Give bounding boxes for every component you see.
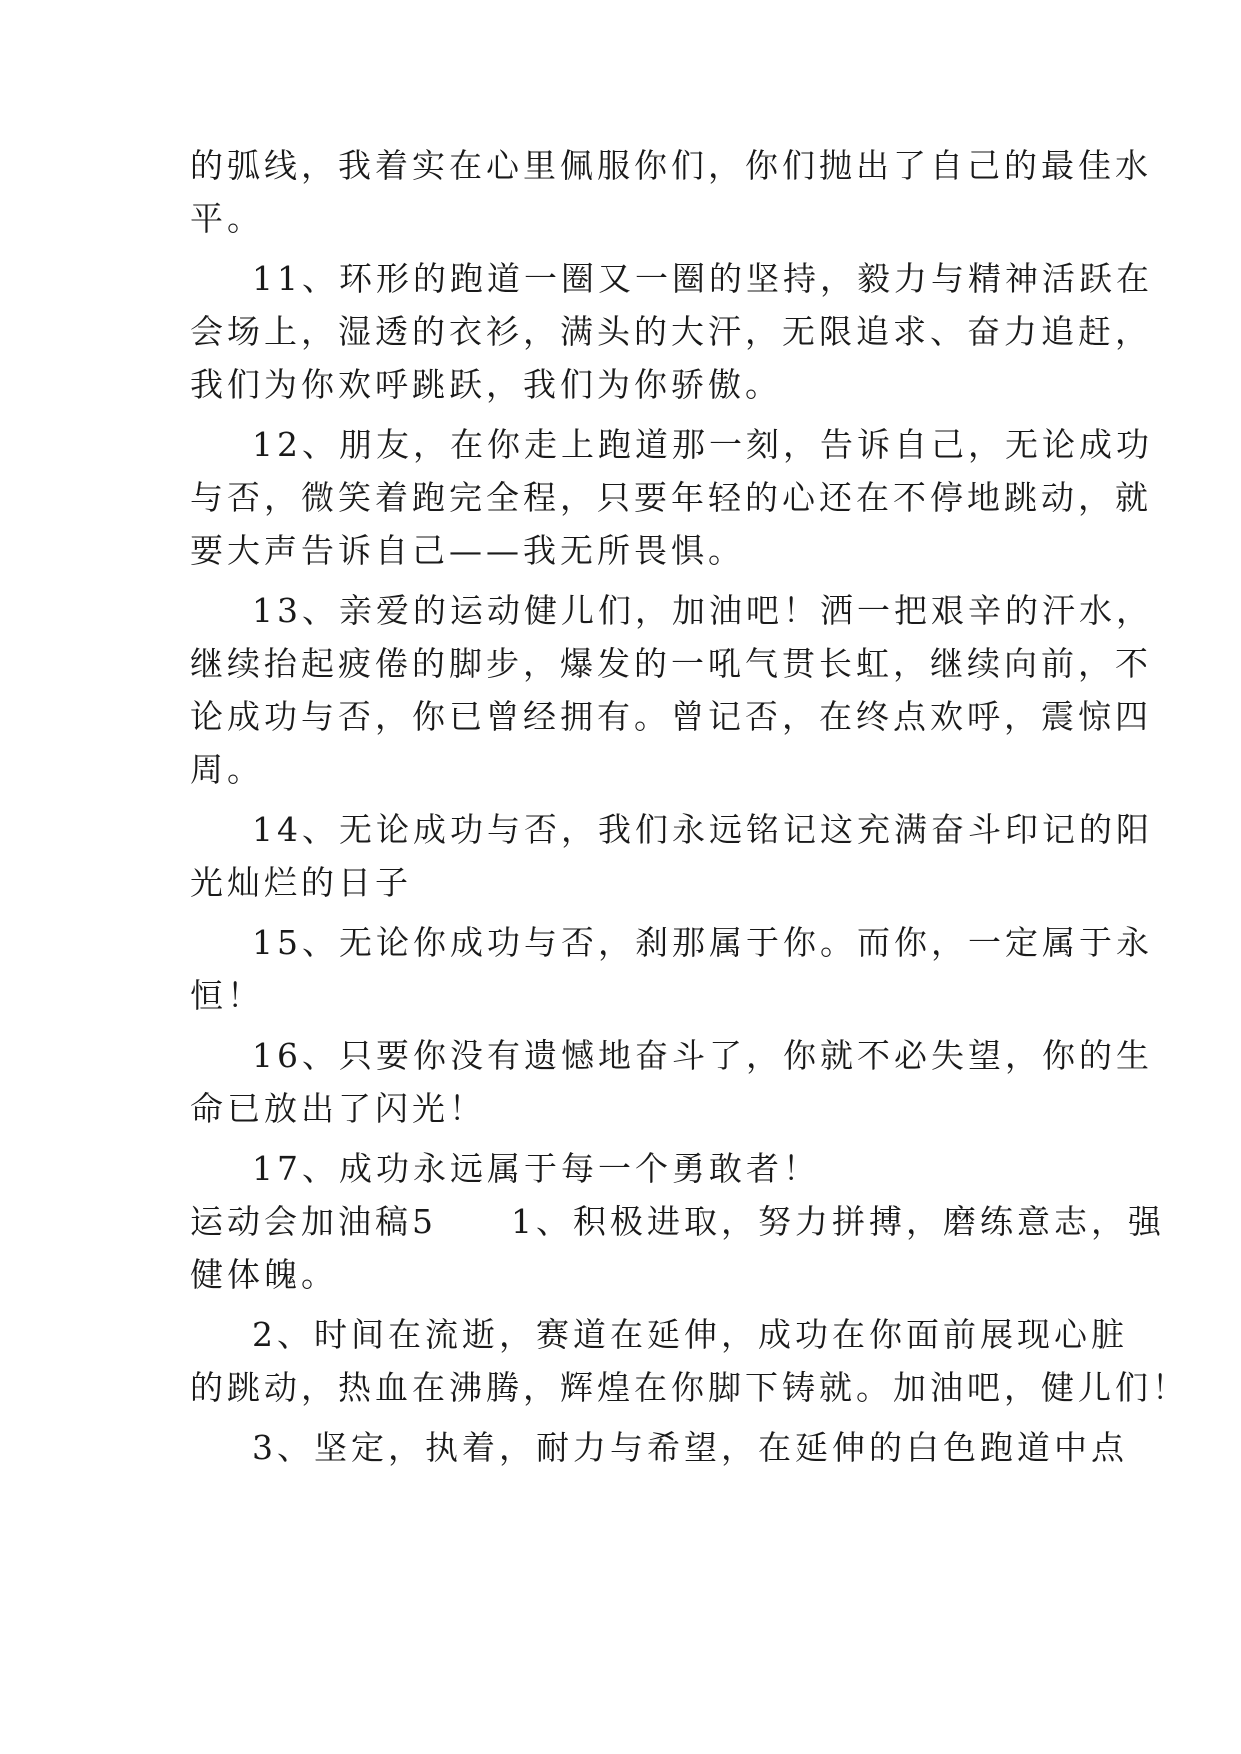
section-5-item-1-line-2: 健体魄。 [190, 1255, 338, 1294]
item-16-line-2: 命已放出了闪光！ [190, 1089, 486, 1128]
item-12-line-1: 12、朋友，在你走上跑道那一刻，告诉自己，无论成功 [252, 425, 1153, 464]
section-5-heading-line: 运动会加油稿5 1、积极进取，努力拼搏，磨练意志，强 [190, 1202, 1165, 1241]
item-11-line-2: 会场上，湿透的衣衫，满头的大汗，无限追求、奋力追赶， [190, 312, 1152, 351]
item-16-line-1: 16、只要你没有遗憾地奋斗了，你就不必失望，你的生 [252, 1036, 1153, 1075]
item-14-line-1: 14、无论成功与否，我们永远铭记这充满奋斗印记的阳 [252, 810, 1153, 849]
item-13-line-2: 继续抬起疲倦的脚步，爆发的一吼气贯长虹，继续向前，不 [190, 644, 1152, 683]
text-line-1: 的弧线，我着实在心里佩服你们，你们抛出了自己的最佳水 [190, 146, 1152, 185]
text-line-2: 平。 [190, 199, 264, 238]
section-5-item-2-line-2: 的跳动，热血在沸腾，辉煌在你脚下铸就。加油吧，健儿们！ [190, 1368, 1189, 1407]
item-13-line-3: 论成功与否，你已曾经拥有。曾记否，在终点欢呼，震惊四 [190, 697, 1152, 736]
item-12-line-2: 与否，微笑着跑完全程，只要年轻的心还在不停地跳动，就 [190, 478, 1152, 517]
section-5-item-2-line-1: 2、时间在流逝，赛道在延伸，成功在你面前展现心脏 [252, 1315, 1128, 1354]
item-13-line-1: 13、亲爱的运动健儿们，加油吧！洒一把艰辛的汗水， [252, 591, 1153, 630]
item-14-line-2: 光灿烂的日子 [190, 863, 412, 902]
item-12-line-3: 要大声告诉自己——我无所畏惧。 [190, 531, 745, 570]
item-11-line-3: 我们为你欢呼跳跃，我们为你骄傲。 [190, 365, 782, 404]
item-11-line-1: 11、环形的跑道一圈又一圈的坚持，毅力与精神活跃在 [252, 259, 1153, 298]
item-17-line-1: 17、成功永远属于每一个勇敢者！ [252, 1149, 820, 1188]
item-15-line-2: 恒！ [190, 976, 264, 1015]
item-15-line-1: 15、无论你成功与否，刹那属于你。而你，一定属于永 [252, 923, 1153, 962]
section-5-item-3-line-1: 3、坚定，执着，耐力与希望，在延伸的白色跑道中点 [252, 1428, 1128, 1467]
item-13-line-4: 周。 [190, 750, 264, 789]
